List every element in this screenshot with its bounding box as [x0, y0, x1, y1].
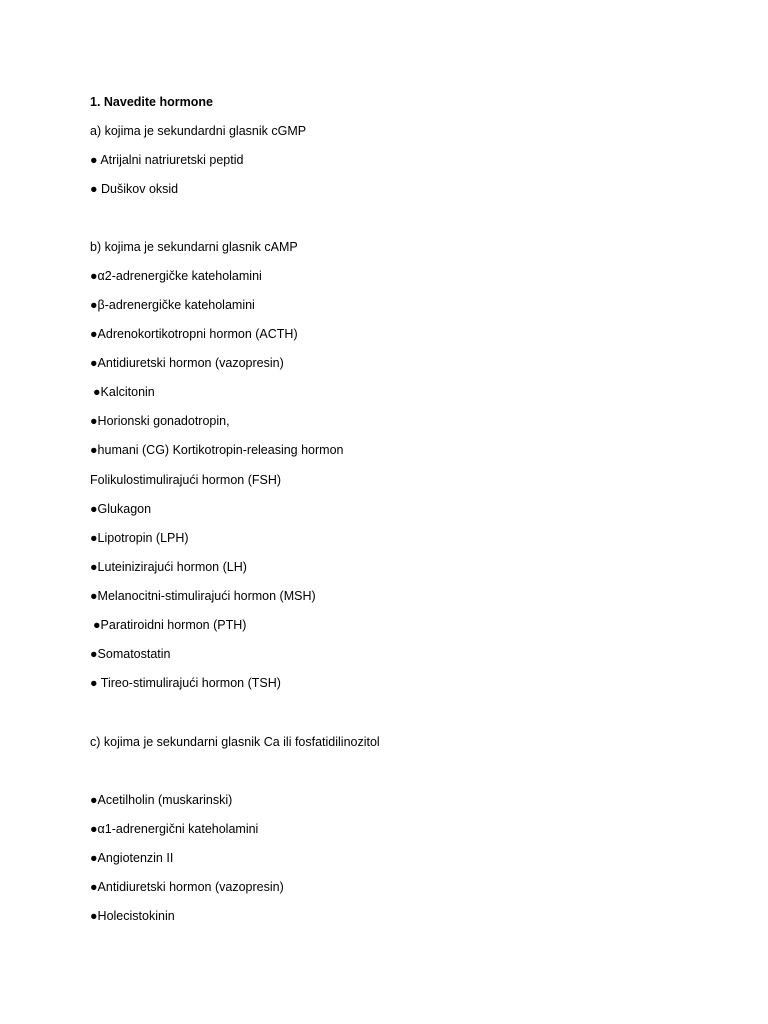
list-item: ●Lipotropin (LPH): [90, 531, 189, 545]
list-item: ●humani (CG) Kortikotropin-releasing hormon: [90, 443, 344, 457]
list-item: ●Holecistokinin: [90, 909, 175, 923]
list-item: ●Antidiuretski hormon (vazopresin): [90, 356, 284, 370]
list-item: ●β-adrenergičke kateholamini: [90, 298, 255, 312]
list-item: ●Horionski gonadotropin,: [90, 414, 230, 428]
list-item: ●Somatostatin: [90, 647, 171, 661]
list-item: ●Glukagon: [90, 502, 152, 516]
section-c-heading: c) kojima je sekundarni glasnik Ca ili fosfatidilinozitol: [90, 735, 380, 749]
list-item: ● Dušikov oksid: [90, 182, 179, 196]
list-item: ● Tireo-stimulirajući hormon (TSH): [90, 676, 281, 690]
list-item: Folikulostimulirajući hormon (FSH): [90, 473, 282, 487]
document-title: 1. Navedite hormone: [90, 95, 213, 109]
list-item: ●Paratiroidni hormon (PTH): [93, 618, 247, 632]
list-item: ● Atrijalni natriuretski peptid: [90, 153, 244, 167]
list-item: ●Acetilholin (muskarinski): [90, 793, 233, 807]
list-item: ●Adrenokortikotropni hormon (ACTH): [90, 327, 298, 341]
list-item: ●Angiotenzin II: [90, 851, 174, 865]
section-b-heading: b) kojima je sekundarni glasnik cAMP: [90, 240, 298, 254]
list-item: ●Kalcitonin: [93, 385, 155, 399]
list-item: ●Antidiuretski hormon (vazopresin): [90, 880, 284, 894]
section-a-heading: a) kojima je sekundardni glasnik cGMP: [90, 124, 307, 138]
list-item: ●α2-adrenergičke kateholamini: [90, 269, 262, 283]
list-item: ●Melanocitni-stimulirajući hormon (MSH): [90, 589, 316, 603]
list-item: ●α1-adrenergični kateholamini: [90, 822, 259, 836]
list-item: ●Luteinizirajući hormon (LH): [90, 560, 247, 574]
